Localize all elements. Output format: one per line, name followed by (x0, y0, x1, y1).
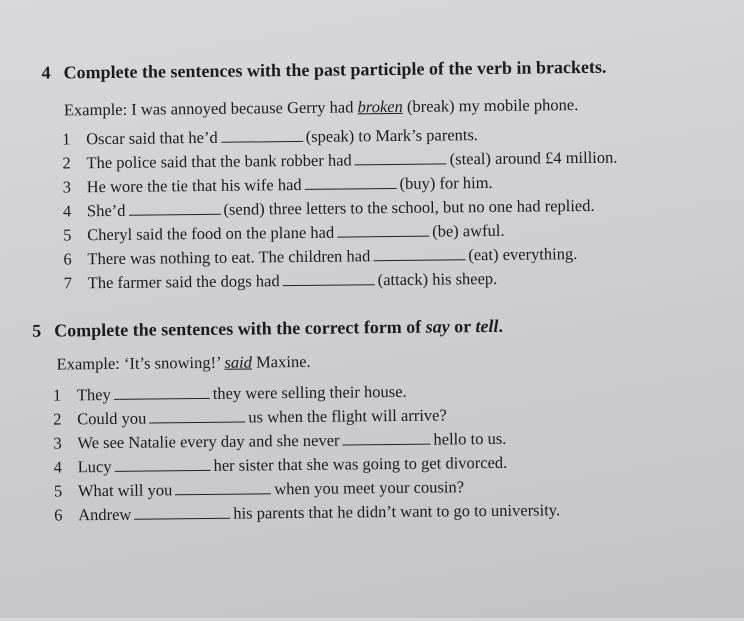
exercise-4-title (41, 57, 606, 84)
exercise-5-item-6 (54, 499, 560, 526)
answer-blank[interactable] (221, 140, 303, 143)
title-or: or (449, 316, 476, 337)
example-suffix: Maxine. (251, 351, 311, 372)
item-text-after: (attack) his sheep. (377, 268, 498, 290)
exercise-5-item-2 (53, 404, 447, 430)
item-text-after: (eat) everything. (468, 244, 578, 265)
exercise-title-text: Complete the sentences with the correct form of (54, 316, 426, 341)
exercise-5-title (32, 316, 503, 342)
title-tell: tell (475, 315, 499, 337)
item-number: 3 (62, 177, 72, 197)
item-text-after: they were selling their house. (212, 381, 407, 403)
item-number: 3 (53, 433, 62, 453)
exercise-4-item-6 (63, 243, 577, 270)
item-text-before: Andrew (78, 504, 132, 525)
exercise-title-text: Complete the sentences with the past participle of the verb in brackets. (63, 56, 607, 83)
item-number: 4 (62, 201, 72, 221)
item-text-before: What will you (77, 480, 173, 501)
answer-blank[interactable] (355, 162, 447, 165)
title-end: . (498, 315, 504, 336)
title-say: say (425, 316, 450, 337)
item-text-after: hello to us. (433, 428, 507, 449)
answer-blank[interactable] (128, 213, 220, 216)
exercise-4-example (64, 95, 579, 120)
answer-blank[interactable] (115, 469, 211, 472)
exercise-4-item-5 (63, 220, 505, 247)
answer-blank[interactable] (134, 517, 230, 520)
item-text-after: (speak) to Mark’s parents. (305, 125, 479, 146)
example-suffix: (break) my mobile phone. (402, 95, 579, 116)
answer-blank[interactable] (305, 187, 397, 190)
item-text-after: (steal) around £4 million. (449, 147, 618, 169)
exercise-number: 4 (41, 62, 51, 83)
item-number: 4 (53, 457, 62, 477)
item-number: 2 (53, 409, 62, 429)
item-number: 1 (62, 129, 71, 149)
item-number: 1 (52, 385, 62, 405)
example-prefix: Example: ‘It’s snowing!’ (56, 352, 225, 374)
answer-blank[interactable] (175, 492, 271, 495)
exercise-5-item-1 (53, 381, 407, 407)
exercise-5-example (56, 352, 310, 375)
item-text-after: us when the flight will arrive? (248, 405, 447, 427)
item-number: 5 (53, 481, 63, 501)
exercise-4-item-7 (64, 268, 498, 295)
exercise-5-item-4 (54, 452, 508, 479)
exercise-4-item-4 (63, 195, 595, 223)
answer-blank[interactable] (149, 421, 245, 424)
item-text-before: He wore the tie that his wife had (86, 174, 302, 197)
exercise-4-item-2 (62, 147, 617, 175)
answer-blank[interactable] (373, 258, 465, 261)
item-text-before: The farmer said the dogs had (87, 271, 280, 293)
exercise-number: 5 (32, 320, 42, 341)
answer-blank[interactable] (114, 397, 210, 400)
item-text-before: Cheryl said the food on the plane had (87, 222, 335, 245)
item-number: 2 (62, 153, 71, 173)
answer-blank[interactable] (283, 283, 375, 286)
item-text-before: Oscar said that he’d (86, 127, 218, 149)
item-number: 6 (54, 505, 63, 525)
item-text-after: his parents that he didn’t want to go to university. (233, 500, 561, 523)
item-text-after: her sister that she was going to get divorced. (213, 452, 508, 475)
item-text-after: (buy) for him. (399, 172, 493, 193)
item-text-before: Lucy (77, 456, 112, 477)
example-prefix: Example: I was annoyed because Gerry had (63, 97, 358, 120)
item-text-before: Could you (77, 408, 147, 429)
exercise-5-item-5 (54, 476, 464, 502)
item-text-before: We see Natalie every day and she never (77, 430, 340, 453)
exercise-5-item-3 (53, 428, 506, 455)
item-text-after: when you meet your cousin? (274, 477, 465, 499)
item-number: 6 (63, 249, 72, 269)
item-text-after: (be) awful. (432, 220, 505, 241)
answer-blank[interactable] (337, 235, 429, 238)
item-text-before: There was nothing to eat. The children had (87, 246, 371, 269)
item-number: 5 (63, 225, 72, 245)
item-text-after: (send) three letters to the school, but no one had replied. (223, 195, 595, 219)
exercise-4-item-1 (62, 124, 478, 150)
example-answer: broken (357, 96, 403, 117)
example-answer: said (224, 352, 253, 372)
item-text-before: She’d (86, 200, 126, 221)
exercise-4-item-3 (63, 172, 493, 199)
answer-blank[interactable] (343, 443, 431, 446)
item-number: 7 (63, 273, 73, 293)
item-text-before: They (76, 384, 111, 405)
item-text-before: The police said that the bank robber had (86, 150, 352, 173)
